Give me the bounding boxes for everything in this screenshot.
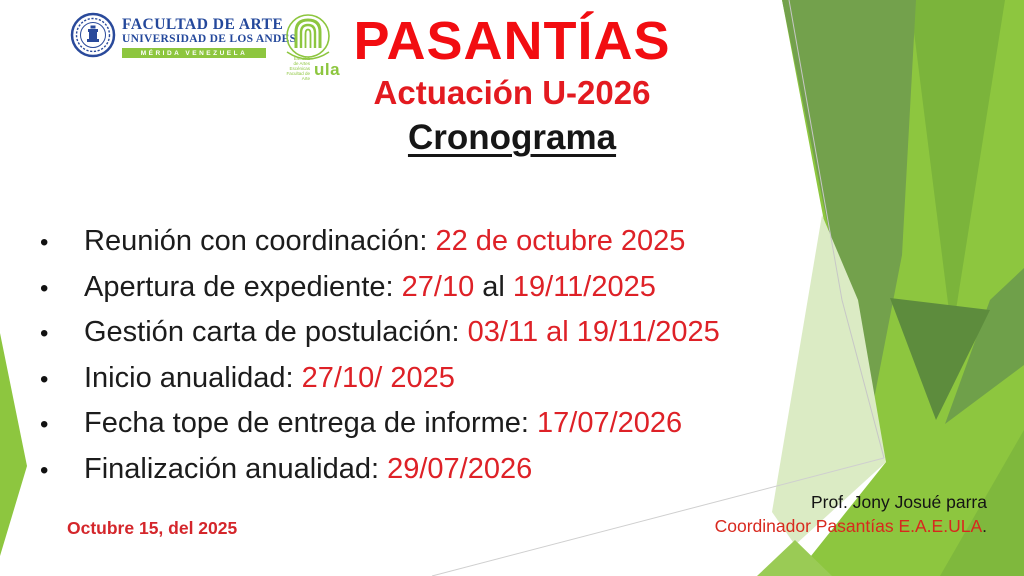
author-role <box>715 515 987 539</box>
schedule-item-text: 27/10 <box>401 270 475 303</box>
author-role-text: Coordinador Pasantías E.A.E.ULA <box>714 515 983 536</box>
bullet-icon: • <box>40 274 49 302</box>
schedule-item-text: 29/07/2026 <box>387 452 533 485</box>
schedule-item-text: 27/10/ 2025 <box>301 361 455 394</box>
section-heading: Cronograma <box>407 118 617 157</box>
slide-date: Octubre 15, del 2025 <box>67 518 238 538</box>
schedule-item <box>36 219 986 265</box>
university-name: UNIVERSIDAD DE LOS ANDES <box>122 33 297 45</box>
ula-caption-line2: de Artes Escénicas <box>289 61 310 71</box>
ula-wordmark: ula <box>314 60 341 79</box>
schedule-item <box>36 401 986 447</box>
schedule-item-text: Gestión carta de postulación: <box>84 316 468 348</box>
ula-caption-line3: Facultad de Arte <box>286 71 310 81</box>
schedule-item-text: al <box>474 270 513 303</box>
footer-signature <box>715 491 987 538</box>
bullet-icon: • <box>40 229 49 256</box>
schedule-item-text: Fecha tope de entrega de informe: <box>84 407 538 439</box>
page-subtitle: Actuación U-2026 <box>373 74 651 111</box>
schedule-item-text: Apertura de expediente: <box>84 270 402 303</box>
page-title: PASANTÍAS <box>353 11 671 71</box>
bullet-icon: • <box>40 320 49 347</box>
ula-caption-line1: Escuela <box>293 56 310 61</box>
schedule-item-text: 19/11/2025 <box>512 270 656 303</box>
bullet-icon: • <box>40 411 49 438</box>
faculty-name: FACULTAD DE ARTE <box>122 16 284 33</box>
schedule-list <box>36 219 986 492</box>
schedule-item-text: 22 de octubre 2025 <box>435 225 686 257</box>
schedule-item <box>36 265 986 311</box>
schedule-item <box>36 310 986 356</box>
bullet-icon: • <box>40 365 49 393</box>
faculty-location-banner: MÉRIDA VENEZUELA <box>122 48 266 58</box>
schedule-item-text: Reunión con coordinación: <box>84 225 436 257</box>
schedule-item-text: Inicio anualidad: <box>84 361 302 394</box>
title-block <box>0 10 1024 160</box>
author-name: Prof. Jony Josué parra <box>810 492 987 512</box>
author-role-period: . <box>982 515 987 536</box>
bullet-icon: • <box>40 456 49 484</box>
schedule-item <box>36 356 986 402</box>
schedule-item-text: 03/11 al 19/11/2025 <box>467 316 720 348</box>
schedule-item-text: Finalización anualidad: <box>84 452 388 485</box>
schedule-item-text: 17/07/2026 <box>537 407 683 439</box>
schedule-item <box>36 447 986 493</box>
